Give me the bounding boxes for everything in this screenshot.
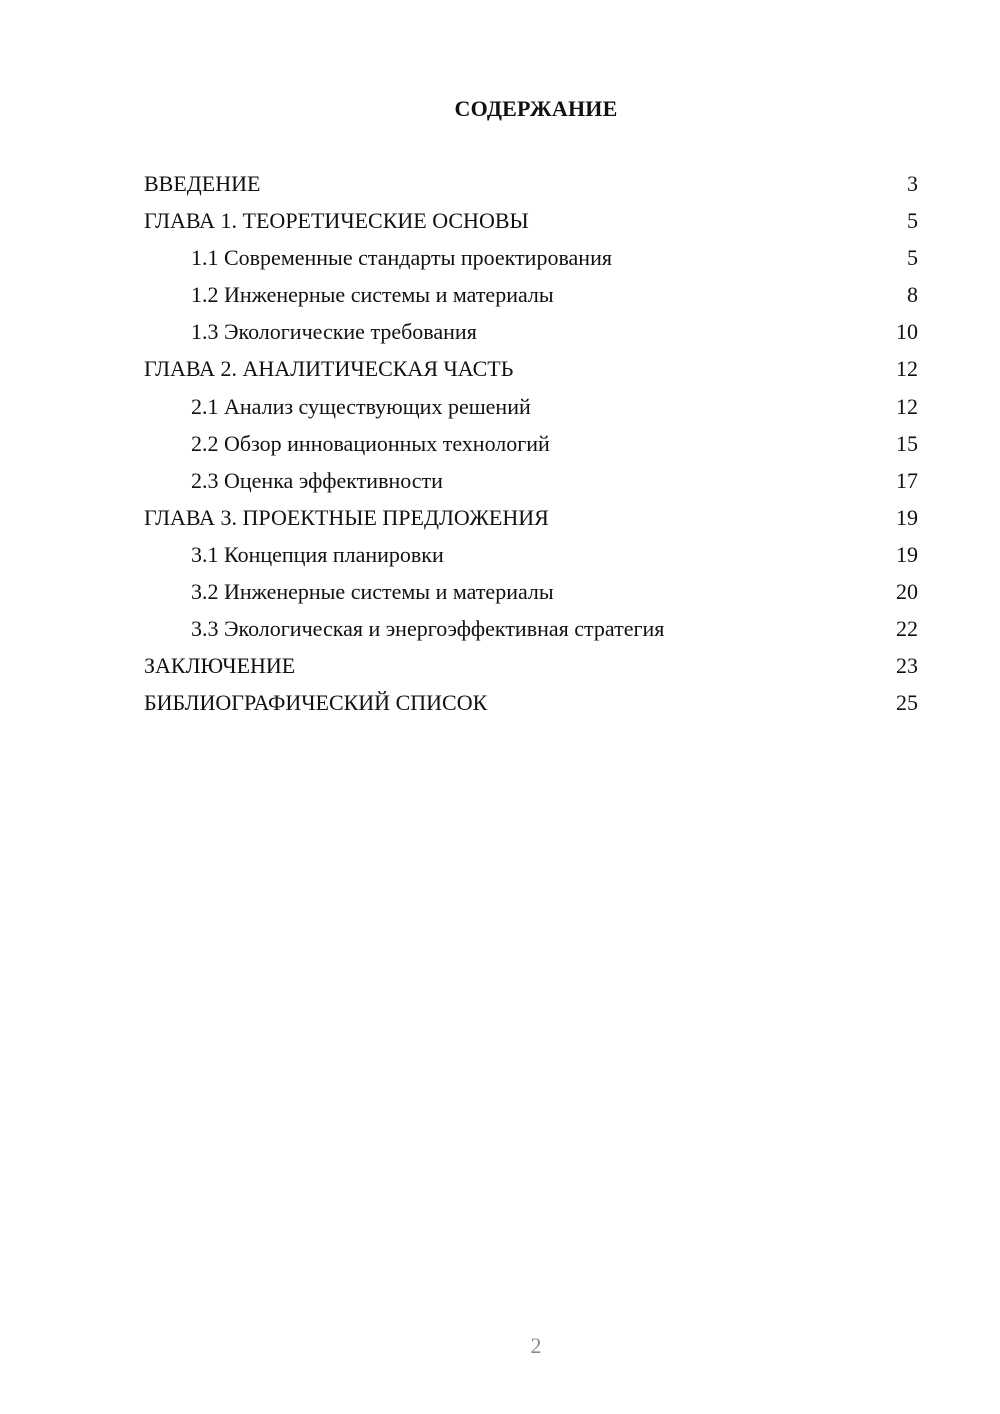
toc-entry-page: 8 — [907, 282, 918, 308]
toc-entry — [144, 202, 918, 239]
toc-entry-title: 2.1 Анализ существующих решений — [191, 393, 531, 419]
toc-entry-page: 19 — [896, 504, 918, 530]
toc-entry — [144, 425, 918, 462]
toc-entry-title: ГЛАВА 2. АНАЛИТИЧЕСКАЯ ЧАСТЬ — [144, 356, 514, 382]
toc-entry-page: 15 — [896, 430, 918, 456]
toc-entry — [144, 684, 918, 721]
toc-entry-title: ГЛАВА 3. ПРОЕКТНЫЕ ПРЕДЛОЖЕНИЯ — [144, 504, 549, 530]
page-number: 2 — [530, 1333, 542, 1358]
toc-entry-title: 2.2 Обзор инновационных технологий — [191, 430, 550, 456]
toc-entry-title: ГЛАВА 1. ТЕОРЕТИЧЕСКИЕ ОСНОВЫ — [144, 208, 529, 234]
toc-entry-title: ВВЕДЕНИЕ — [144, 171, 261, 196]
toc-entry — [144, 647, 918, 684]
toc-entry — [144, 573, 918, 610]
toc-entry-title: ЗАКЛЮЧЕНИЕ — [144, 653, 296, 679]
toc-entry — [144, 536, 918, 573]
toc-entry-page: 12 — [896, 356, 918, 382]
toc-entry-page: 23 — [896, 653, 918, 679]
toc-entry-page: 25 — [896, 690, 918, 716]
toc-entry-page: 12 — [896, 393, 918, 419]
toc-entry-page: 20 — [896, 579, 918, 605]
toc-entry-title: 2.3 Оценка эффективности — [191, 467, 443, 493]
toc-entry-page: 22 — [896, 616, 918, 642]
toc-entry-page: 5 — [907, 245, 918, 271]
toc-entry — [144, 610, 918, 647]
toc-entry — [144, 388, 918, 425]
toc-entry-title: 3.1 Концепция планировки — [191, 541, 444, 567]
toc-entry — [144, 276, 918, 313]
toc-entry-page: 3 — [907, 171, 918, 196]
toc-entry — [144, 462, 918, 499]
toc-entry — [144, 350, 918, 387]
page-title: СОДЕРЖАНИЕ — [454, 96, 618, 121]
toc-entry — [144, 499, 918, 536]
toc-entry-title: 3.3 Экологическая и энергоэффективная стратегия — [191, 616, 665, 642]
table-of-contents — [144, 165, 918, 721]
toc-entry-page: 5 — [907, 208, 918, 234]
toc-entry-title: БИБЛИОГРАФИЧЕСКИЙ СПИСОК — [144, 690, 488, 716]
toc-entry — [144, 165, 918, 202]
toc-entry — [144, 239, 918, 276]
toc-entry-title: 3.2 Инженерные системы и материалы — [191, 579, 554, 605]
toc-entry-page: 17 — [896, 467, 918, 493]
toc-entry-title: 1.2 Инженерные системы и материалы — [191, 282, 554, 308]
toc-entry-page: 19 — [896, 541, 918, 567]
toc-entry-page: 10 — [896, 319, 918, 345]
toc-entry-title: 1.3 Экологические требования — [191, 319, 477, 345]
toc-entry-title: 1.1 Современные стандарты проектирования — [191, 245, 612, 271]
toc-entry — [144, 313, 918, 350]
